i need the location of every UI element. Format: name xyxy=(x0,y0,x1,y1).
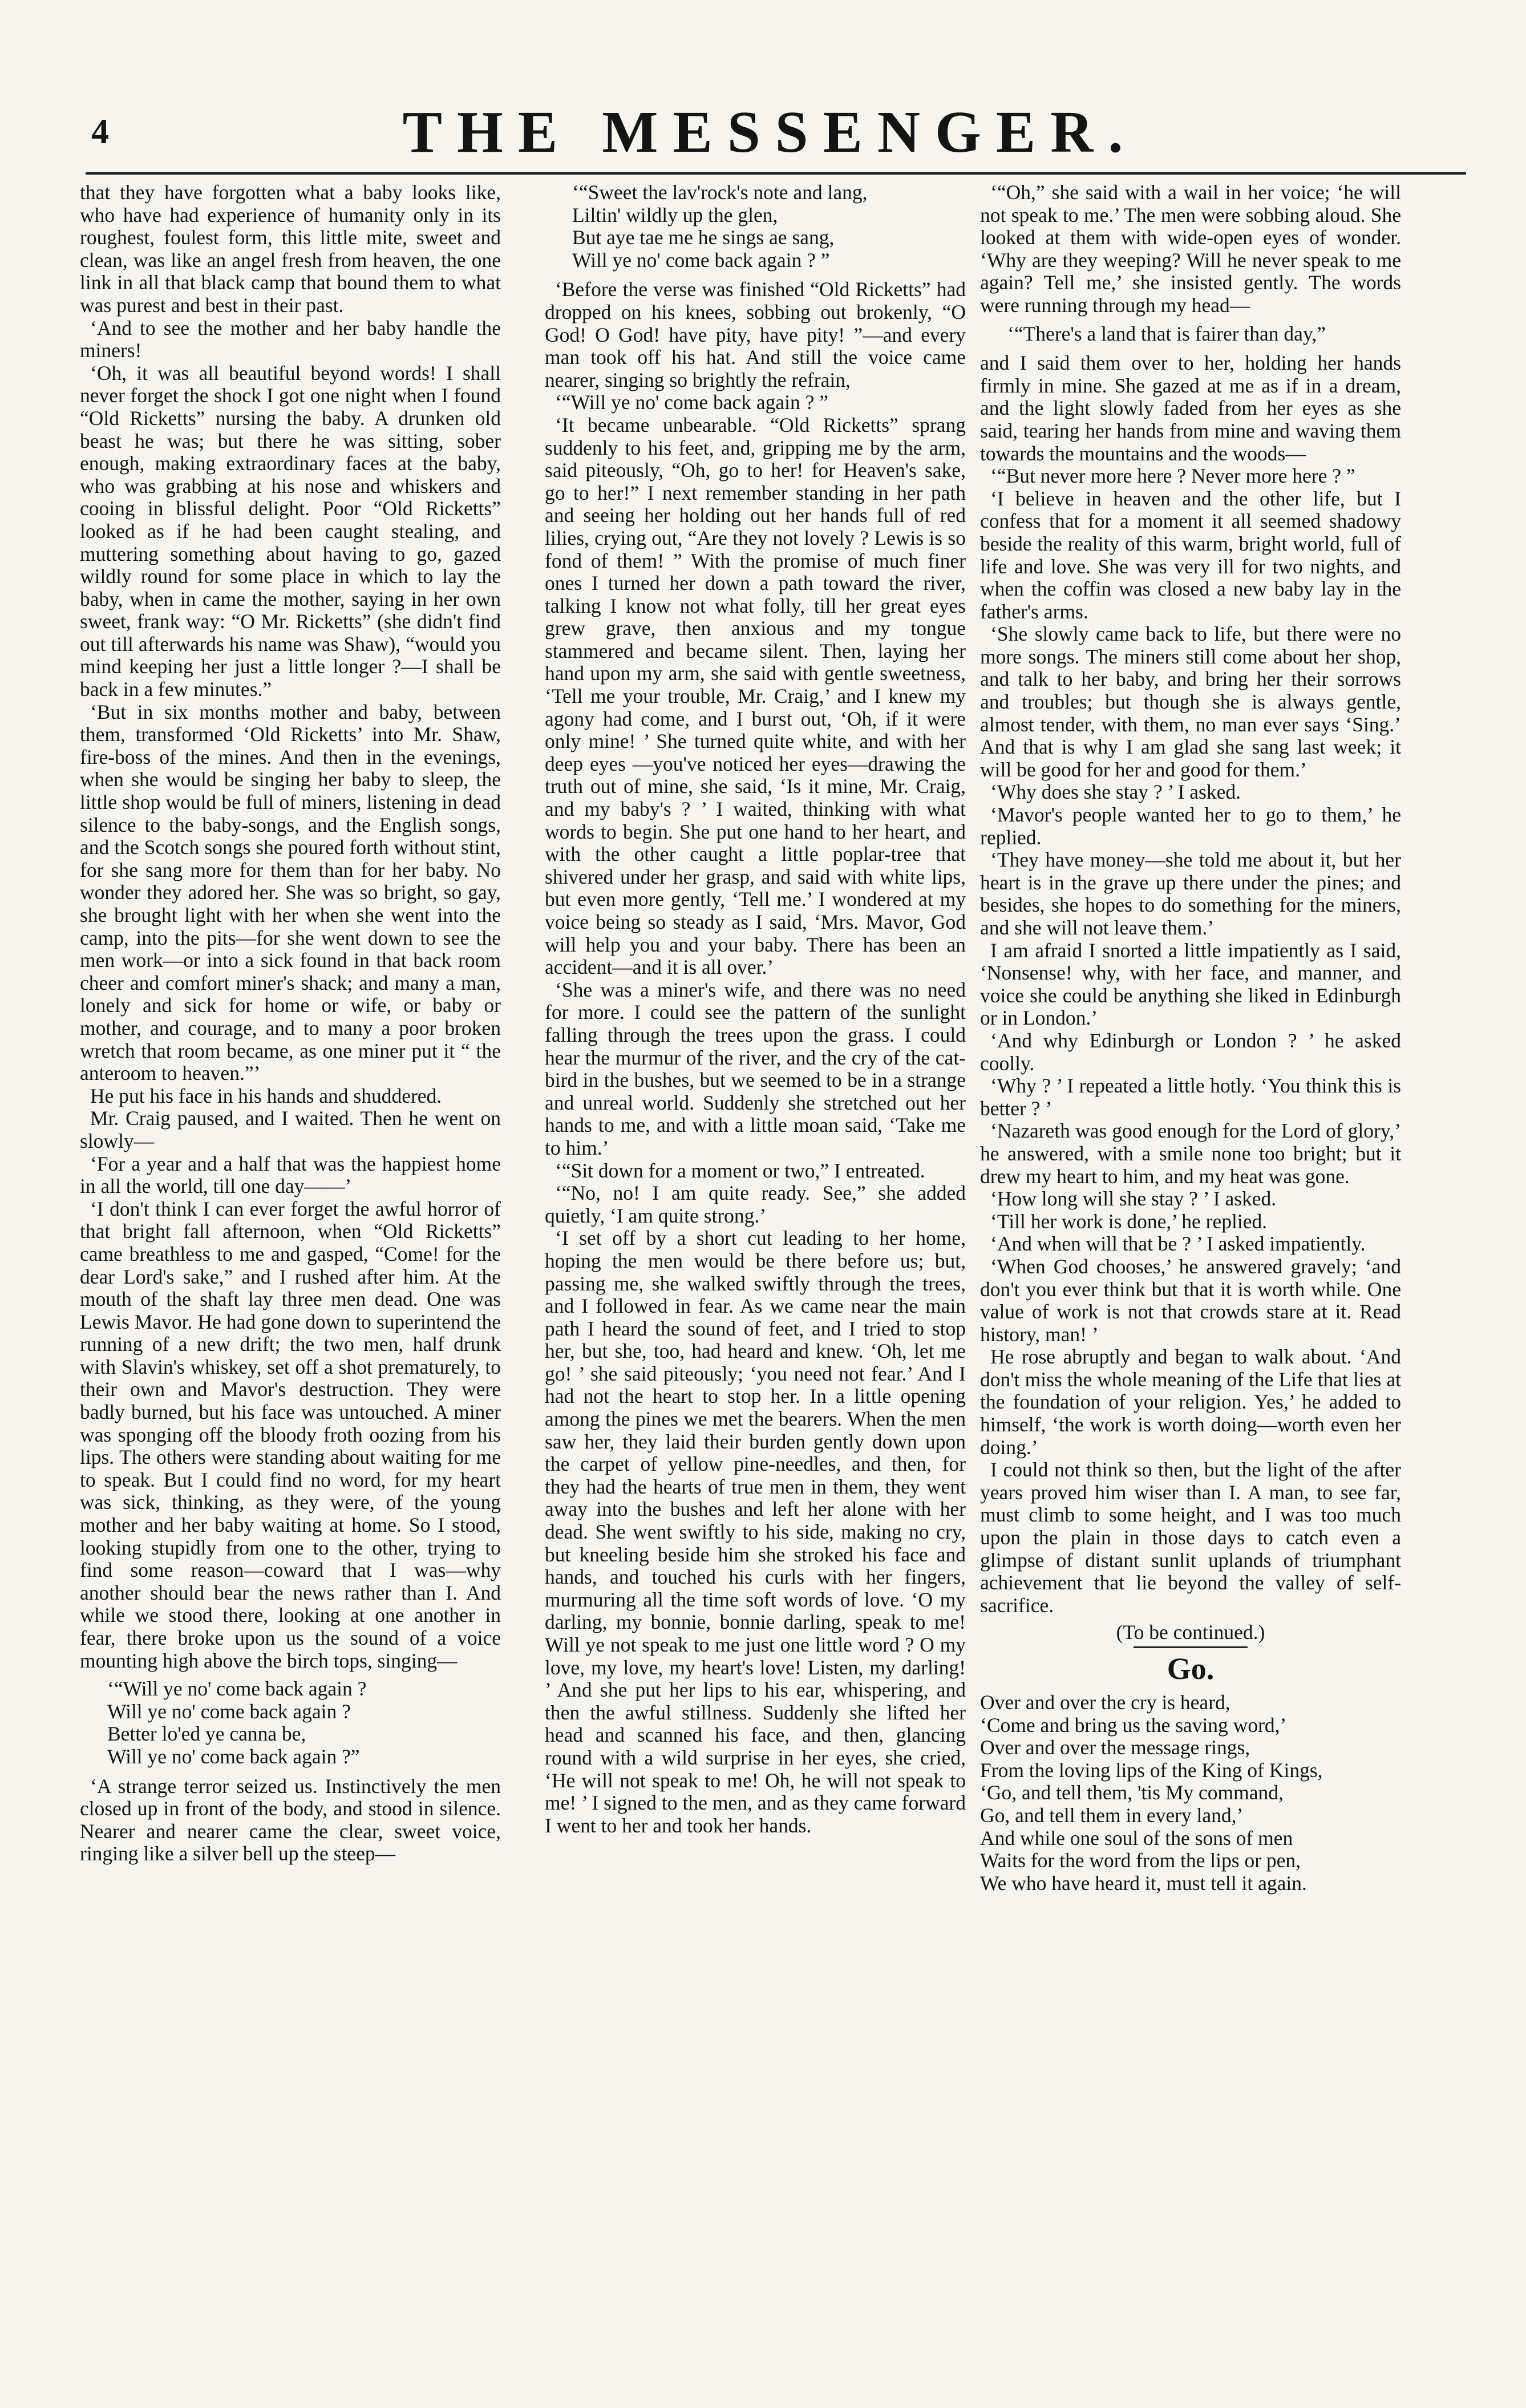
paragraph: ‘“Will ye no' come back again ? ” xyxy=(555,391,829,414)
verse-line: Better lo'ed ye canna be, xyxy=(107,1722,306,1746)
paragraph: I could not think so then, but the light of the after years proved him wiser than I. A man, to see far, must climb to some height, and I was too much upon the plain in those days to catch even a glimpse of distant sunlit uplands of triumphant achievement that lie beyond the valley of self-sacrifice. xyxy=(980,1458,1401,1617)
masthead: THE MESSENGER. xyxy=(402,99,1138,165)
poem-line: Waits for the word from the lips or pen, xyxy=(980,1849,1301,1872)
paragraph: ‘They have money—she told me about it, but her heart is in the grave up there under the pines; and besides, she hopes to do something for the miners, and she will not leave them.’ xyxy=(980,848,1401,939)
paragraph: ‘I set off by a short cut leading to her home, hoping the men would be there before us; but, passing me, she walked swiftly through the trees, and I followed in fear. As we came near the main path I heard the sound of feet, and I tried to stop her, but she, too, had heard and knew. ‘Oh, let me go! ’ she said piteously; ‘you need not fear.’ And I had not the heart to stop her. In a little opening among the pines we met the bearers. When the men saw her, they laid their burden gently down upon the carpet of yellow pine-needles, and then, for they had the hearts of true men in them, they went away into the bushes and left her alone with her dead. She went swiftly to his side, making no cry, but kneeling beside him she stroked his face and hands, and touched his curls with her fingers, murmuring all the time soft words of love. ‘O my darling, my bonnie, bonnie darling, speak to me! Will ye not speak to me just one little word ? O my love, my love, my heart's love! Listen, my darling! ’ And she put her lips to his ear, whispering, and then the awful stillness. Suddenly she lifted her head and scanned his face, and then, glancing round with a wild surprise in her eyes, she cried, ‘He will not speak to me! Oh, he will not speak to me! ’ I signed to the men, and as they came forward I went to her and took her hands. xyxy=(545,1227,966,1837)
verse-line: Will ye no' come back again ?” xyxy=(107,1745,360,1768)
verse-line: ‘“There's a land that is fairer than day,” xyxy=(1007,322,1326,345)
paragraph: ‘Nazareth was good enough for the Lord of glory,’ he answered, with a smile none too bright; but it drew my heart to him, and my heat was gone. xyxy=(980,1119,1401,1188)
verse-line: But aye tae me he sings ae sang, xyxy=(572,226,835,249)
paragraph: ‘“But never more here ? Never more here ? ” xyxy=(990,464,1355,488)
verse-line: ‘“Will ye no' come back again ? xyxy=(107,1677,367,1701)
paragraph: ‘Before the verse was finished “Old Ricketts” had dropped on his knees, sobbing out brokenly, “O God! O God! have pity, have pity! ”—and every man took off his hat. And still the voice came nearer, singing so brightly the refrain, xyxy=(545,278,966,391)
paragraph: ‘Oh, it was all beautiful beyond words! I shall never forget the shock I got one night when I found “Old Ricketts” nursing the baby. A drunken old beast he was; but there he was sitting, sober enough, making extraordinary faces at the baby, who was grabbing at his nose and whiskers and cooing in blissful delight. Poor “Old Ricketts” looked as if he had been caught stealing, and muttering something about having to go, gazed wildly round for some place in which to lay the baby, when in came the mother, saying in her own sweet, frank way: “O Mr. Ricketts” (she didn't find out till afterwards his name was Shaw), “would you mind keeping her just a little longer ?—I shall be back in a few minutes.” xyxy=(80,361,501,701)
verse-line: Will ye no' come back again ? ” xyxy=(572,248,830,272)
paragraph: He rose abruptly and began to walk about. ‘And don't miss the whole meaning of the Life that lies at the foundation of your religion. Yes,’ he added to himself, ‘the work is worth doing—worth even her doing.’ xyxy=(980,1345,1401,1459)
paragraph: and I said them over to her, holding her hands firmly in mine. She gazed at me as if in a dream, and the light slowly faded from her eyes as she said, tearing her hands from mine and waving them towards the mountains and the woods— xyxy=(980,351,1401,465)
verse-line: ‘“Sweet the lav'rock's note and lang, xyxy=(572,181,868,204)
paragraph: He put his face in his hands and shuddered. xyxy=(90,1084,442,1107)
paragraph: I am afraid I snorted a little impatiently as I said, ‘Nonsense! why, with her face, and manner, and voice she could be anything she liked in Edinburgh or in London.’ xyxy=(980,938,1401,1030)
paragraph: Mr. Craig paused, and I waited. Then he went on slowly— xyxy=(80,1107,501,1152)
paragraph: ‘She slowly came back to life, but there were no more songs. The miners still come about her shop, and talk to her baby, and bring her their sorrows and troubles; but though she is always gentle, almost tender, with them, no man ever says ‘Sing.’ And that is why I am glad she sang last week; it will be good for her and good for them.’ xyxy=(980,622,1401,781)
section-divider xyxy=(1134,1646,1248,1648)
paragraph: ‘And to see the mother and her baby handle the miners! xyxy=(80,316,501,362)
poem-title: Go. xyxy=(1167,1652,1215,1686)
paragraph: ‘But in six months mother and baby, between them, transformed ‘Old Ricketts’ into Mr. Shaw, fire-boss of the mines. And then in the evenings, when she would be singing her baby to sleep, the little shop would be full of miners, listening in dead silence to the baby-songs, and the English songs, and the Scotch songs she poured forth without stint, for she sang more for them than for her baby. No wonder they adored her. She was so bright, so gay, she brought light with her when she went into the camp, into the pits—for she went down to see the men work—or into a sick found in that back room cheer and comfort miner's shack; and many a man, lonely and sick for home or wife, or baby or mother, and courage, and to many a poor broken wretch that room became, as one miner put it “ the anteroom to heaven.”’ xyxy=(80,700,501,1085)
poem xyxy=(980,1691,1401,1895)
poem-line: Over and over the cry is heard, xyxy=(980,1691,1230,1714)
paragraph: ‘“No, no! I am quite ready. See,” she added quietly, ‘I am quite strong.’ xyxy=(545,1181,966,1227)
paragraph: ‘Mavor's people wanted her to go to them,’ he replied. xyxy=(980,803,1401,849)
poem-line: We who have heard it, must tell it again. xyxy=(980,1871,1307,1895)
paragraph: ‘How long will she stay ? ’ I asked. xyxy=(990,1187,1277,1211)
paragraph: ‘Why ? ’ I repeated a little hotly. ‘You think this is better ? ’ xyxy=(980,1074,1401,1120)
poem-line: ‘Go, and tell them, 'tis My command, xyxy=(980,1781,1284,1804)
column-2 xyxy=(545,181,966,2383)
poem-line: Over and over the message rings, xyxy=(980,1736,1250,1759)
song-verse xyxy=(107,1678,501,1768)
masthead-rule xyxy=(86,172,1466,175)
paragraph: ‘When God chooses,’ he answered gravely; ‘and don't you ever think but that it is worth while. One value of work is not that crowds stare at it. Read history, man! ’ xyxy=(980,1254,1401,1346)
paragraph: ‘I believe in heaven and the other life, but I confess that for a moment it all seemed shadowy beside the reality of this warm, bright world, full of life and love. She was very ill for two nights, and when the coffin was closed a new baby lay in the father's arms. xyxy=(980,487,1401,623)
paragraph: ‘“Sit down for a moment or two,” I entreated. xyxy=(555,1159,925,1182)
column-1 xyxy=(80,181,501,2383)
paragraph: ‘It became unbearable. “Old Ricketts” sprang suddenly to his feet, and, gripping me by the arm, said piteously, “Oh, go to her! for Heaven's sake, go to her!” I next remember standing in her path and seeing her holding out her hands full of red lilies, crying out, “Are they not lovely ? Lewis is so fond of them! ” With the promise of much finer ones I turned her down a path toward the river, talking I know not what folly, till her great eyes grew grave, then anxious and my tongue stammered and became silent. Then, laying her hand upon my arm, she said with gentle sweetness, ‘Tell me your trouble, Mr. Craig,’ and I knew my agony had come, and I burst out, ‘Oh, if it were only mine! ’ She turned quite white, and with her deep eyes —you've noticed her eyes—drawing the truth out of mine, she said, ‘Is it mine, Mr. Craig, and my baby's ? ’ I waited, thinking with what words to begin. She put one hand to her heart, and with the other caught a little poplar-tree that shivered under her grasp, and said with white lips, but even more gently, ‘Tell me.’ I wondered at my voice being so steady as I said, ‘Mrs. Mavor, God will help you and your baby. There has been an accident—and it is all over.’ xyxy=(545,413,966,979)
verse-line: Liltin' wildly up the glen, xyxy=(572,203,778,226)
paragraph: ‘“Oh,” she said with a wail in her voice; ‘he will not speak to me.’ The men were sobbing aloud. She looked at them with wide-open eyes of wonder. ‘Why are they weeping? Will he never speak to me again? Tell me,’ she insisted gently. The words were running through my head— xyxy=(980,181,1401,317)
paragraph: that they have forgotten what a baby looks like, who have had experience of humanity only in its roughest, foulest form, this little mite, sweet and clean, was like an angel fresh from heaven, the one link in all that black camp that bound them to what was purest and best in their past. xyxy=(80,181,501,317)
verse-line: Will ye no' come back again ? xyxy=(107,1699,351,1723)
column-3 xyxy=(980,181,1401,2383)
song-verse xyxy=(572,181,966,272)
paragraph: ‘Why does she stay ? ’ I asked. xyxy=(990,780,1241,804)
song-verse xyxy=(1007,323,1401,346)
poem-line: ‘Come and bring us the saving word,’ xyxy=(980,1713,1287,1737)
paragraph: ‘For a year and a half that was the happiest home in all the world, till one day——’ xyxy=(80,1152,501,1198)
page-number: 4 xyxy=(91,112,109,151)
paragraph: ‘And why Edinburgh or London ? ’ he asked coolly. xyxy=(980,1029,1401,1075)
paragraph: ‘A strange terror seized us. Instinctively the men closed up in front of the body, and stood in silence. Nearer and nearer came the clear, sweet voice, ringing like a silver bell up the steep— xyxy=(80,1774,501,1865)
paragraph: ‘She was a miner's wife, and there was no need for more. I could see the pattern of the sunlight falling through the trees upon the grass. I could hear the murmur of the river, and the cry of the cat-bird in the bushes, but we seemed to be in a strange and unreal world. Suddenly she stretched out her hands to me, and with a little moan said, ‘Take me to him.’ xyxy=(545,978,966,1159)
poem-line: From the loving lips of the King of Kings, xyxy=(980,1758,1323,1782)
paragraph: ‘Till her work is done,’ he replied. xyxy=(990,1209,1268,1233)
paragraph: ‘I don't think I can ever forget the awful horror of that bright fall afternoon, when “Old Ricketts” came breathless to me and gasped, “Come! for the dear Lord's sake,” and I rushed after him. At the mouth of the shaft lay three men dead. One was Lewis Mavor. He had gone down to superintend the running of a new drift; the two men, half drunk with Slavin's whiskey, set off a shot prematurely, to their own and Mavor's destruction. They were badly burned, but his face was untouched. A miner was sponging off the bloody froth oozing from his lips. The others were standing about waiting for me to speak. But I could find no word, for my heart was sick, thinking, as they were, of the young mother and her baby waiting at home. So I stood, looking stupidly from one to the other, trying to find some reason—coward that I was—why another should bear the news rather than I. And while we stood there, looking at one another in fear, there broke upon us the sound of a voice mounting high above the birch tops, singing— xyxy=(80,1197,501,1672)
poem-line: And while one soul of the sons of men xyxy=(980,1826,1293,1849)
paragraph: ‘And when will that be ? ’ I asked impatiently. xyxy=(990,1232,1366,1256)
to-be-continued: (To be continued.) xyxy=(1116,1621,1265,1644)
poem-line: Go, and tell them in every land,’ xyxy=(980,1803,1244,1827)
